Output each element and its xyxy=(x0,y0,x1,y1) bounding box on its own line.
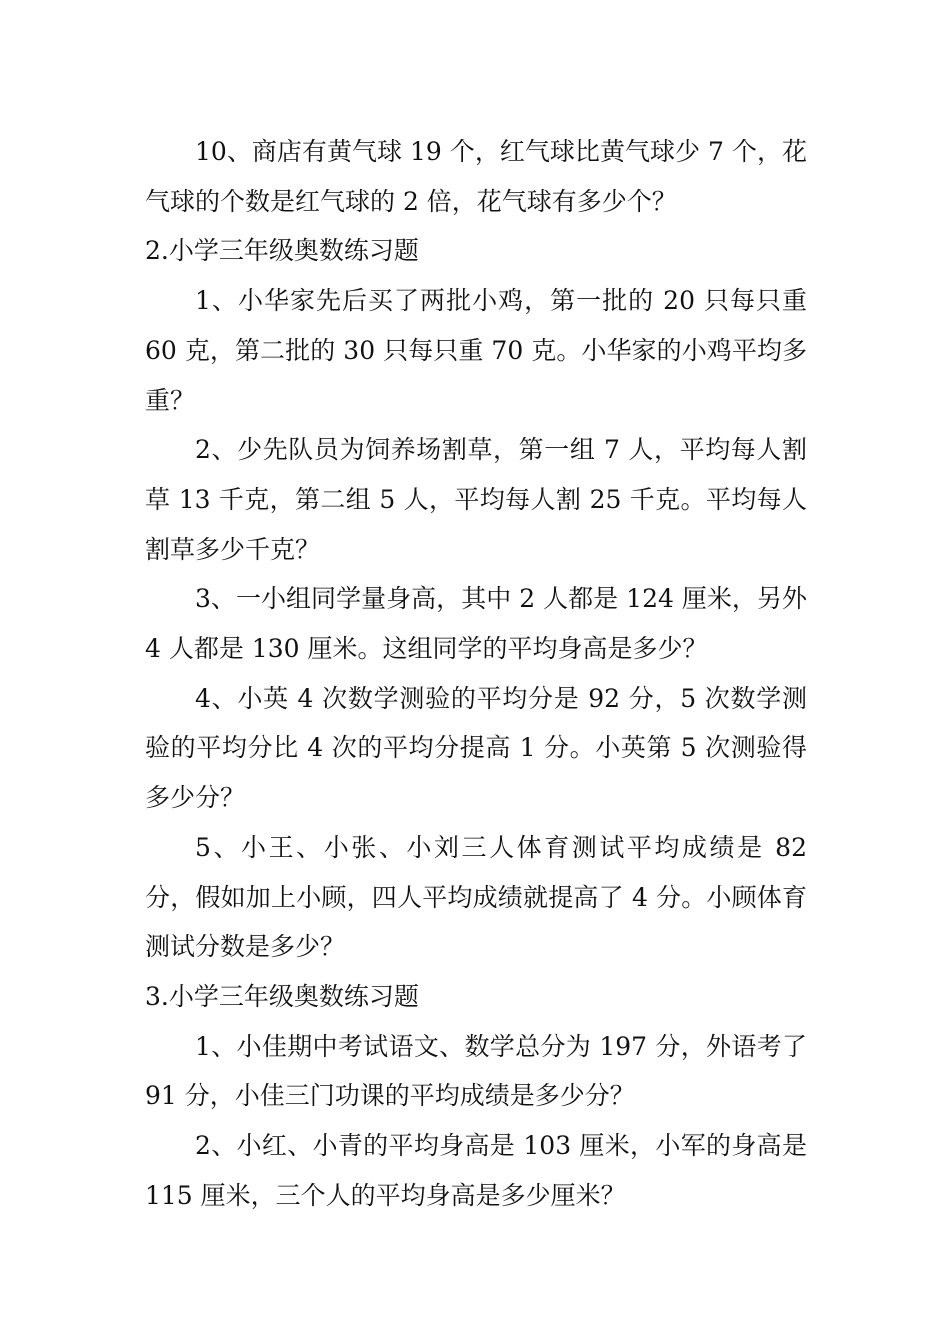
problem-paragraph: 10、商店有黄气球 19 个，红气球比黄气球少 7 个，花气球的个数是红气球的 2 倍，花气球有多少个？ xyxy=(145,137,807,216)
problem-paragraph: 3、一小组同学量身高，其中 2 人都是 124 厘米，另外 4 人都是 130 厘米。这组同学的平均身高是多少？ xyxy=(145,584,807,664)
problem-paragraph: 1、小佳期中考试语文、数学总分为 197 分，外语考了 91 分，小佳三门功课的平均成绩是多少分？ xyxy=(145,1031,807,1111)
section-heading: 3.小学三年级奥数练习题 xyxy=(145,981,419,1011)
problem-paragraph: 2、小红、小青的平均身高是 103 厘米，小军的身高是 115 厘米，三个人的平均身高是多少厘米？ xyxy=(145,1131,807,1210)
document-body xyxy=(145,127,807,1220)
section-heading: 2.小学三年级奥数练习题 xyxy=(145,236,419,266)
problem-paragraph: 2、少先队员为饲养场割草，第一组 7 人，平均每人割草 13 千克，第二组 5 人，平均每人割 25 千克。平均每人割草多少千克？ xyxy=(145,435,807,564)
problem-paragraph: 1、小华家先后买了两批小鸡，第一批的 20 只每只重 60 克，第二批的 30 只每只重 70 克。小华家的小鸡平均多重？ xyxy=(145,286,807,415)
problem-paragraph: 4、小英 4 次数学测验的平均分是 92 分，5 次数学测验的平均分比 4 次的平均分提高 1 分。小英第 5 次测验得多少分？ xyxy=(145,683,807,813)
problem-paragraph: 5、小王、小张、小刘三人体育测试平均成绩是 82 分，假如加上小顾，四人平均成绩就提高了 4 分。小顾体育测试分数是多少？ xyxy=(145,832,807,962)
